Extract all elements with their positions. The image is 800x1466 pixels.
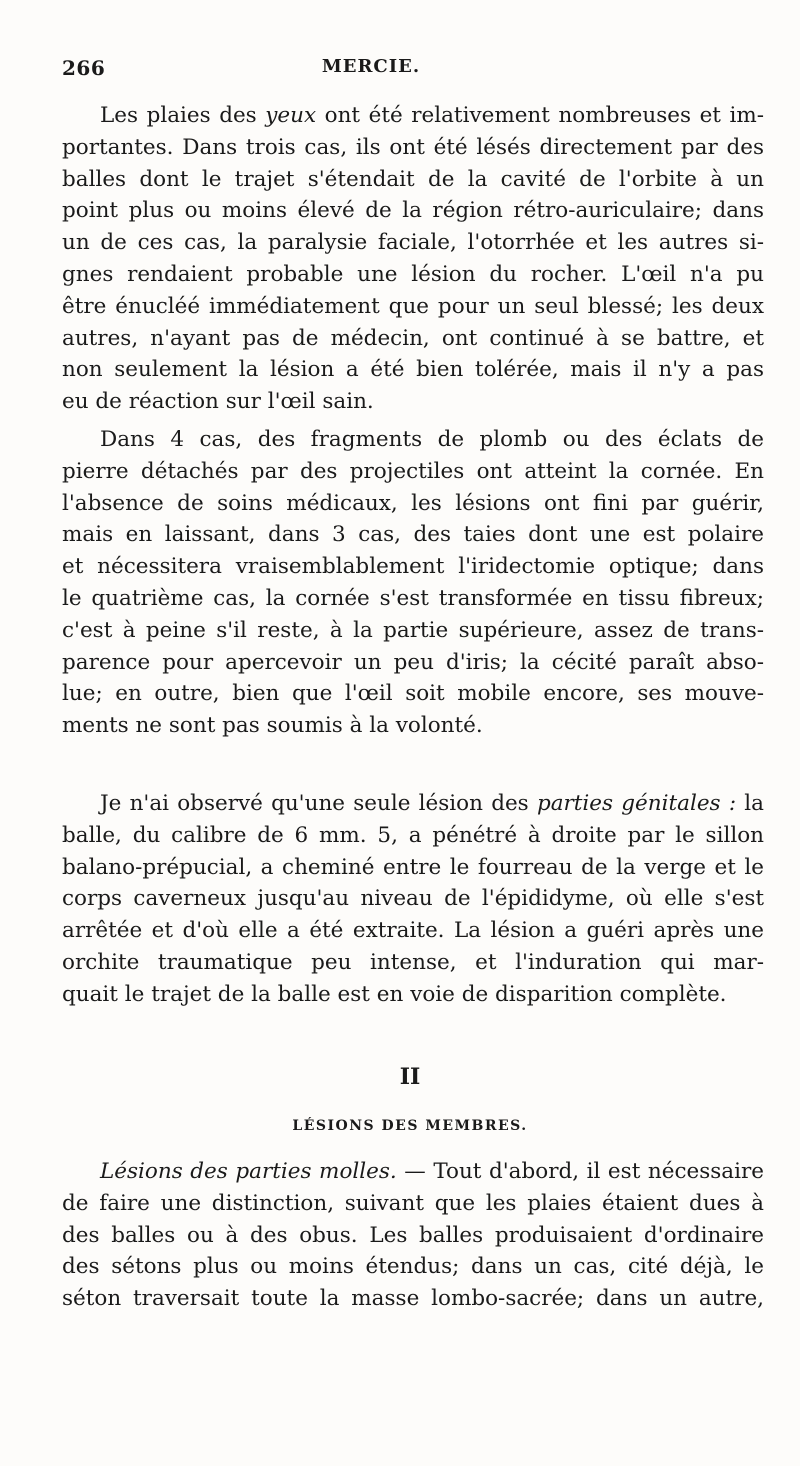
text-line: corps caverneux jusqu'au niveau de l'épididyme, où elle s'est (62, 886, 764, 912)
section-number: II (399, 1064, 421, 1090)
text-line: un de ces cas, la paralysie faciale, l'otorrhée et les autres si- (62, 230, 764, 256)
text-line: Je n'ai observé qu'une seule lésion des parties génitales : la (100, 791, 764, 816)
page-header (62, 56, 760, 86)
text-line: ments ne sont pas soumis à la volonté. (62, 713, 483, 739)
section-title: LÉSIONS DES MEMBRES. (292, 1118, 528, 1134)
text-line: quait le trajet de la balle est en voie de disparition complète. (62, 981, 727, 1007)
text-line: point plus ou moins élevé de la région rétro-auriculaire; dans (62, 198, 764, 224)
text-line: mais en laissant, dans 3 cas, des taies dont une est polaire (62, 522, 764, 548)
text-line: orchite traumatique peu intense, et l'induration qui mar- (62, 949, 764, 975)
text-line: eu de réaction sur l'œil sain. (62, 389, 374, 415)
text-line: balano-prépucial, a cheminé entre le fourreau de la verge et le (62, 854, 764, 880)
text-line: lue; en outre, bien que l'œil soit mobile encore, ses mouve- (62, 681, 764, 707)
text-line: des balles ou à des obus. Les balles produisaient d'ordinaire (62, 1222, 764, 1248)
text-line: Les plaies des yeux ont été relativement nombreuses et im- (100, 103, 764, 128)
paragraph-genital (62, 788, 764, 1011)
text-line: non seulement la lésion a été bien tolérée, mais il n'y a pas (62, 357, 764, 383)
page-number: 266 (62, 56, 106, 80)
text-line: gnes rendaient probable une lésion du rocher. L'œil n'a pu (62, 261, 764, 287)
text-line: balles dont le trajet s'étendait de la cavité de l'orbite à un (62, 166, 764, 192)
text-line: arrêtée et d'où elle a été extraite. La lésion a guéri après une (62, 918, 764, 944)
text-line: et nécessitera vraisemblablement l'iridectomie optique; dans (62, 554, 764, 580)
running-title: MERCIE. (321, 56, 421, 77)
text-line: autres, n'ayant pas de médecin, ont continué à se battre, et (62, 325, 764, 351)
text-line: c'est à peine s'il reste, à la partie supérieure, assez de trans- (62, 617, 764, 643)
text-line: séton traversait toute la masse lombo-sacrée; dans un autre, (62, 1286, 764, 1312)
text-line: portantes. Dans trois cas, ils ont été lésés directement par des (62, 134, 764, 160)
text-line: des sétons plus ou moins étendus; dans un cas, cité déjà, le (62, 1254, 764, 1280)
text-line: Dans 4 cas, des fragments de plomb ou des éclats de (100, 427, 764, 452)
emphasis: parties génitales : (536, 791, 737, 816)
text-line: le quatrième cas, la cornée s'est transformée en tissu fibreux; (62, 585, 764, 611)
text-line: balle, du calibre de 6 mm. 5, a pénétré à droite par le sillon (62, 822, 764, 848)
text-line: parence pour apercevoir un peu d'iris; la cécité paraît abso- (62, 649, 764, 675)
text-line: l'absence de soins médicaux, les lésions ont fini par guérir, (62, 490, 764, 516)
text-line: être énucléé immédiatement que pour un seul blessé; les deux (62, 293, 764, 319)
text-line: Lésions des parties molles. — Tout d'abord, il est nécessaire (100, 1159, 764, 1184)
paragraph-soft-tissue (62, 1156, 764, 1315)
paragraph-cornea (62, 424, 764, 742)
text-line: pierre détachés par des projectiles ont atteint la cornée. En (62, 458, 764, 484)
paragraph-eyes (62, 100, 764, 418)
text-line: de faire une distinction, suivant que les plaies étaient dues à (62, 1190, 764, 1216)
emphasis: Lésions des parties molles. (100, 1159, 397, 1184)
emphasis: yeux (265, 103, 317, 128)
